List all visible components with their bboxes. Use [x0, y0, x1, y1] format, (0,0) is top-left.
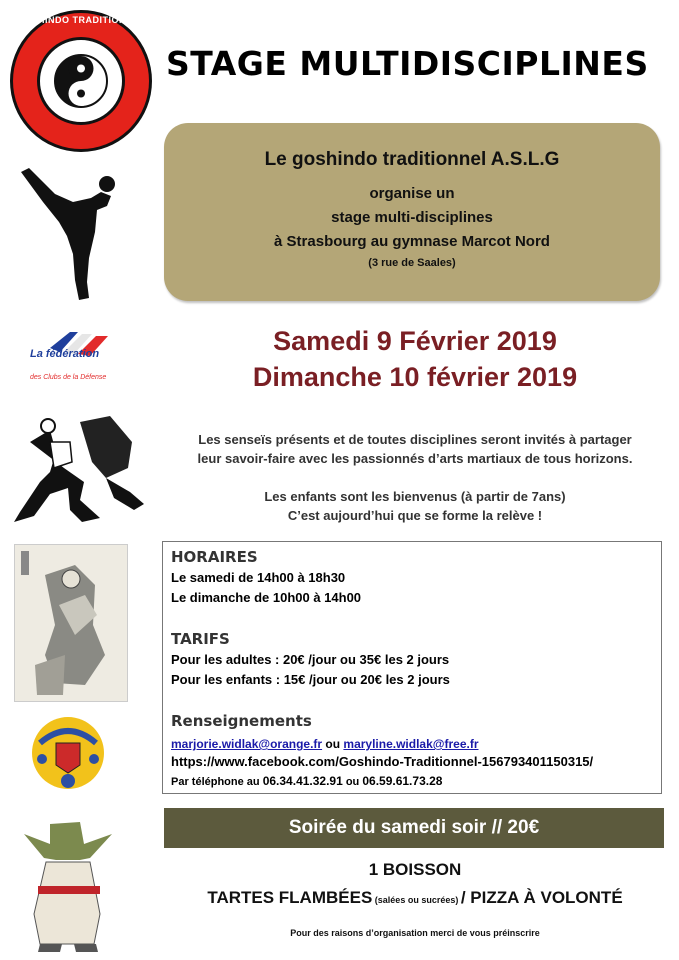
renseignements-title: Renseignements	[171, 712, 312, 730]
tarifs-adults: Pour les adultes : 20€ /jour ou 35€ les 2 jours	[171, 652, 450, 667]
organizer-box	[164, 123, 660, 301]
organizer-line2: organise un	[369, 185, 455, 202]
preinscription-note: Pour des raisons d’organisation merci de vous préinscrire	[290, 928, 540, 938]
yin-yang-icon	[54, 54, 108, 108]
email-link-maryline[interactable]: maryline.widlak@free.fr	[343, 737, 479, 751]
page-title: STAGE MULTIDISCIPLINES	[166, 44, 649, 83]
organizer-address: (3 rue de Saales)	[368, 257, 456, 269]
description-line1: Les senseïs présents et de toutes disciplines seront invités à partager	[198, 432, 632, 447]
yoda-figurine-image	[20, 804, 115, 952]
email-link-marjorie[interactable]: marjorie.widlak@orange.fr	[171, 737, 323, 751]
description-line4: C’est aujourd’hui que se forme la relève !	[287, 508, 543, 523]
logo-text: GOSHINDO TRADITIONNEL	[16, 15, 146, 25]
tarifs-children: Pour les enfants : 15€ /jour ou 20€ les 2 jours	[171, 672, 450, 687]
horaires-title: HORAIRES	[171, 548, 258, 566]
karate-kick-illustration	[15, 162, 125, 307]
date-saturday: Samedi 9 Février 2019	[273, 326, 557, 356]
federation-name: La fédération	[30, 348, 100, 360]
tarifs-title: TARIFS	[171, 630, 230, 648]
organizer-line4: à Strasbourg au gymnase Marcot Nord	[274, 233, 550, 250]
soiree-boisson: 1 BOISSON	[368, 860, 462, 879]
organizer-name: Le goshindo traditionnel A.S.L.G	[264, 149, 560, 170]
soiree-banner: Soirée du samedi soir // 20€	[164, 808, 664, 848]
soiree-tartes: TARTES FLAMBÉES	[207, 888, 373, 907]
club-crest-icon	[30, 713, 106, 791]
logo-emblem	[37, 37, 125, 125]
facebook-url[interactable]: https://www.facebook.com/Goshindo-Traditionnel-156793401150315/	[171, 754, 594, 769]
tel-separator: ou	[342, 776, 363, 788]
description-line2: leur savoir-faire avec les passionnés d’arts martiaux de tous horizons.	[197, 451, 633, 466]
aikido-illustration	[10, 412, 150, 527]
federation-logo	[30, 330, 125, 390]
soiree-tartes-note: (salées ou sucrées)	[372, 895, 461, 905]
soiree-menu	[160, 888, 670, 908]
email-separator: ou	[322, 737, 344, 751]
horaires-saturday: Le samedi de 14h00 à 18h30	[171, 570, 346, 585]
info-box	[162, 541, 662, 794]
japanese-print-image	[14, 544, 128, 702]
soiree-pizza: / PIZZA À VOLONTÉ	[460, 888, 623, 907]
horaires-sunday: Le dimanche de 10h00 à 14h00	[171, 590, 362, 605]
tel-number-1: 06.34.41.32.91	[262, 774, 343, 788]
tel-prefix: Par téléphone au	[171, 776, 263, 788]
federation-subtitle: des Clubs de la Défense	[30, 374, 107, 381]
description-line3: Les enfants sont les bienvenus (à partir de 7ans)	[264, 489, 566, 504]
date-sunday: Dimanche 10 février 2019	[252, 362, 578, 392]
goshindo-logo	[10, 10, 152, 152]
organizer-line3: stage multi-disciplines	[331, 209, 493, 226]
tel-number-2: 06.59.61.73.28	[362, 774, 443, 788]
